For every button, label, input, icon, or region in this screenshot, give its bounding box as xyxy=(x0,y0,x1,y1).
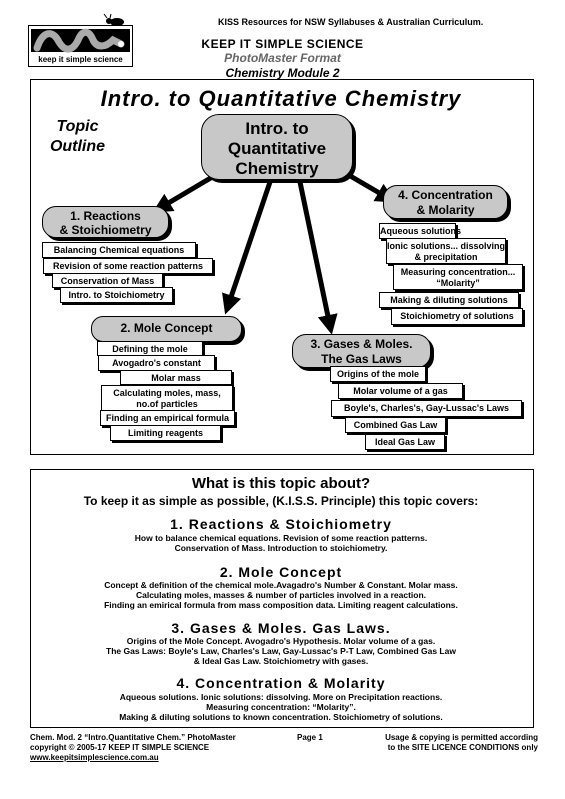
module-label: Chemistry Module 2 xyxy=(225,66,340,80)
footer-url-link[interactable]: www.keepitsimplescience.com.au xyxy=(30,753,159,762)
topic3-item: Molar volume of a gas xyxy=(338,383,463,399)
footer-right xyxy=(368,733,538,753)
topic4-item: Measuring concentration... “Molarity” xyxy=(393,264,523,290)
about-heading: What is this topic about? xyxy=(191,475,371,492)
center-line1: Intro. to xyxy=(245,119,309,138)
desc-line: & Ideal Gas Law. Stoichiometry with gases. xyxy=(193,656,369,666)
topic3-line1: 3. Gases & Moles. xyxy=(310,337,413,351)
desc-line: The Gas Laws: Boyle's Law, Charles's Law, Gay-Lussac's P-T Law, Combined Gas Law xyxy=(106,646,456,656)
desc-line: Making & diluting solutions to known concentration. Stoichiometry of solutions. xyxy=(119,712,443,722)
arrow-to-topic3 xyxy=(300,182,330,326)
topic3-item: Boyle's, Charles's, Gay-Lussac's Laws xyxy=(331,400,522,417)
org-name: KEEP IT SIMPLE SCIENCE xyxy=(201,37,364,51)
topic2-item: Avogadro's constant xyxy=(98,355,215,371)
topic1-item: Conservation of Mass xyxy=(52,273,163,288)
desc-line: Measuring concentration: “Molarity”. xyxy=(206,702,356,712)
topic1-line2: & Stoichiometry xyxy=(59,223,152,237)
topic4-item: Making & diluting solutions xyxy=(379,292,519,308)
center-line3: Chemistry xyxy=(235,159,319,178)
desc-line: Conservation of Mass. Introduction to stoichiometry. xyxy=(174,543,388,553)
topic3-item: Origins of the mole xyxy=(330,366,426,382)
page-title: Intro. to Quantitative Chemistry xyxy=(100,86,462,111)
footer-page-number: Page 1 xyxy=(297,733,323,742)
desc-line: How to balance chemical equations. Revision of some reaction patterns. xyxy=(134,533,428,543)
topic1-line1: 1. Reactions xyxy=(70,209,141,223)
about-section-title: 2. Mole Concept xyxy=(219,564,343,580)
topic2-bubble xyxy=(91,316,242,342)
topic-label-line2: Outline xyxy=(49,138,106,155)
arrow-to-topic2 xyxy=(228,182,270,306)
topic1-item: Balancing Chemical equations xyxy=(42,242,196,258)
topic3-line2: The Gas Laws xyxy=(321,352,402,366)
format-label: PhotoMaster Format xyxy=(224,51,341,65)
topic4-bubble xyxy=(383,185,508,219)
topic2-line1: 2. Mole Concept xyxy=(120,321,213,335)
topic2-item: Finding an empirical formula xyxy=(100,410,235,426)
topic2-item: Limiting reagents xyxy=(110,425,221,441)
footer-right-line1: Usage & copying is permitted according xyxy=(385,733,538,742)
about-section-title: 1. Reactions & Stoichiometry xyxy=(170,516,392,532)
topic4-item: Ionic solutions... dissolving & precipitation xyxy=(386,238,506,264)
topic1-item: Intro. to Stoichiometry xyxy=(60,287,173,303)
topic2-item: Calculating moles, mass, no.of particles xyxy=(101,385,233,411)
footer-left-line2: copyright © 2005-17 KEEP IT SIMPLE SCIENCE xyxy=(30,743,210,752)
topic-label-line1: Topic xyxy=(56,118,99,135)
about-subheading: To keep it as simple as possible, (K.I.S.S. Principle) this topic covers: xyxy=(83,494,479,508)
topic4-item: Stoichiometry of solutions xyxy=(391,308,523,325)
about-section-desc xyxy=(30,580,532,610)
arrow-to-topic1 xyxy=(160,176,214,208)
about-section-title: 3. Gases & Moles. Gas Laws. xyxy=(171,620,391,636)
desc-line: Origins of the Mole Concept. Avogadro's Hypothesis. Molar volume of a gas. xyxy=(126,636,436,646)
topic4-line1: 4. Concentration xyxy=(398,188,493,202)
topic1-bubble xyxy=(42,206,169,238)
desc-line: Finding an emirical formula from mass composition data. Limiting reagent calculations. xyxy=(104,600,458,610)
about-section-desc xyxy=(30,533,532,553)
about-section-desc xyxy=(30,636,532,666)
footer-left-line1: Chem. Mod. 2 “Intro.Quantitative Chem.” PhotoMaster xyxy=(30,733,236,742)
topic1-item: Revision of some reaction patterns xyxy=(43,258,213,274)
desc-line: Aqueous solutions. Ionic solutions: dissolving. More on Precipitation reactions. xyxy=(119,692,443,702)
desc-line: Concept & definition of the chemical mole.Avagadro's Number & Constant. Molar mass. xyxy=(104,580,458,590)
header-top-right: KISS Resources for NSW Syllabuses & Australian Curriculum. xyxy=(218,17,484,27)
center-topic-bubble xyxy=(201,114,353,180)
topic4-item: Aqueous solutions xyxy=(379,223,456,239)
about-section-title: 4. Concentration & Molarity xyxy=(176,675,386,691)
footer-left xyxy=(30,733,280,763)
center-line2: Quantitative xyxy=(227,139,327,158)
topic2-item: Molar mass xyxy=(120,370,232,385)
desc-line: Calculating moles, masses & number of particles involved in a reaction. xyxy=(135,590,427,600)
topic3-item: Combined Gas Law xyxy=(345,417,446,433)
topic3-bubble xyxy=(292,334,431,368)
footer-right-line2: to the SITE LICENCE CONDITIONS only xyxy=(387,743,538,752)
topic3-item: Ideal Gas Law xyxy=(365,434,445,450)
logo-text: keep it simple science xyxy=(38,55,123,64)
about-section-desc xyxy=(30,692,532,722)
topic4-line2: & Molarity xyxy=(416,203,475,217)
topic2-item: Defining the mole xyxy=(97,341,203,356)
